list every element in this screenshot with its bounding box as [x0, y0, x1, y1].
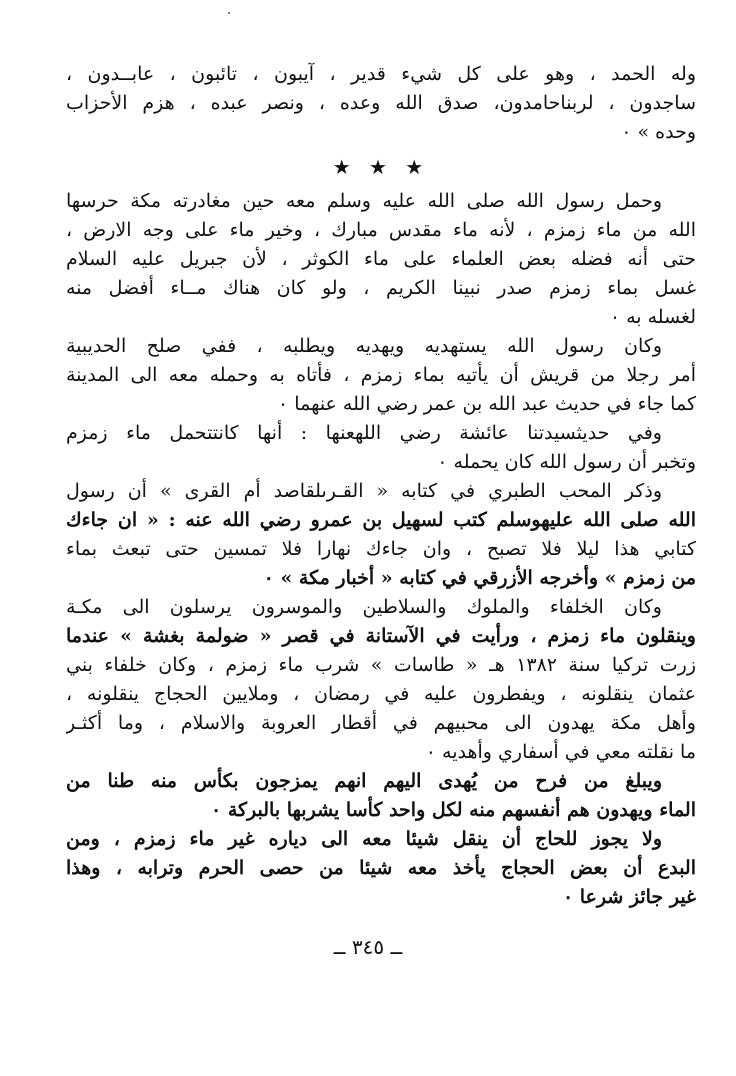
text-line: الماء ويهدون هم أنفسهم منه لكل واحد كأسا يشربها بالبركة ٠ — [210, 799, 696, 821]
text-line: وحمل رسول الله صلى الله عليه وسلم معه حين مغادرته مكة حرسها — [66, 190, 662, 212]
text-line: البدع أن بعض الحجاج يأخذ معه شيئا من حصى الحرم وترابه ، وهذا — [66, 857, 696, 879]
text-line: كما جاء في حديث عبد الله بن عمر رضي الله عنهما ٠ — [278, 393, 696, 415]
text-line: ولا يجوز للحاج أن ينقل شيئا معه الى دياره غير ماء زمزم ، ومن — [66, 828, 662, 850]
body-text — [66, 60, 696, 912]
text-line: عثمان ينقلونه ، ويفطرون عليه في رمضان ، وملايين الحجاج ينقلونه ، — [66, 683, 696, 705]
text-line: وذكر المحب الطبري في كتابه « القـرىلقاصد أم القرى » أن رسول — [66, 480, 662, 502]
text-line: وأهل مكة يهدون الى محبيهم في أقطار العروبة والاسلام ، وما أكثـر — [66, 712, 696, 734]
text-line: ساجدون ، لربناحامدون، صدق الله وعده ، ونصر عبده ، هزم الأحزاب — [66, 92, 696, 114]
text-line: لغسله به ٠ — [609, 306, 696, 328]
text-line: وله الحمد ، وهو على كل شيء قدير ، آيبون ، تائبون ، عابــدون ، — [66, 63, 696, 85]
text-line: وفي حديثسيدتنا عائشة رضي اللهعنها : أنها كانتتحمل ماء زمزم — [66, 422, 662, 444]
scan-mark — [228, 12, 230, 14]
text-line: الله من ماء زمزم ، لأنه ماء مقدس مبارك ، وخير ماء على وجه الارض ، — [66, 219, 696, 241]
text-line: حتى أنه فضله بعض العلماء على ماء الكوثر ، لأن جبريل عليه السلام — [66, 248, 696, 270]
text-line: غسل بماء زمزم صدر نبينا الكريم ، ولو كان هناك مــاء أفضل منه — [66, 277, 696, 299]
text-line: وكان رسول الله يستهديه ويهديه ويطلبه ، ففي صلح الحديبية — [66, 335, 662, 357]
text-line: ويبلغ من فرح من يُهدى اليهم انهم يمزجون بكأس منه طنا من — [66, 770, 662, 792]
text-line: وحده » ٠ — [621, 121, 696, 143]
text-line: زرت تركيا سنة ١٣٨٢ هـ « طاسات » شرب ماء زمزم ، وكان خلفاء بني — [66, 654, 696, 676]
page-number: ــ ٣٤٥ ــ — [333, 935, 403, 959]
text-line: غير جائز شرعا ٠ — [562, 886, 696, 908]
text-line: أمر رجلا من قريش أن يأتيه بماء زمزم ، فأتاه به وحمله معه الى المدينة — [66, 364, 696, 386]
text-line: من زمزم » وأخرجه الأزرقي في كتابه « أخبار مكة » ٠ — [263, 567, 696, 589]
text-line: ما نقلته معي في أسفاري وأهديه ٠ — [425, 741, 696, 763]
text-line: وينقلون ماء زمزم ، ورأيت في الآستانة في قصر « ضولمة بغشة » عندما — [66, 625, 696, 647]
text-line: وتخبر أن رسول الله كان يحمله ٠ — [437, 451, 696, 473]
text-line: كتابي هذا ليلا فلا تصبح ، وان جاءك نهارا فلا تمسين حتى تبعث بماء — [66, 538, 696, 560]
section-separator: ★ ★ ★ — [332, 155, 430, 179]
text-line: الله صلى الله عليهوسلم كتب لسهيل بن عمرو رضي الله عنه : « ان جاءك — [66, 509, 696, 531]
text-line: وكان الخلفاء والملوك والسلاطين والموسرون يرسلون الى مكـة — [66, 596, 662, 618]
